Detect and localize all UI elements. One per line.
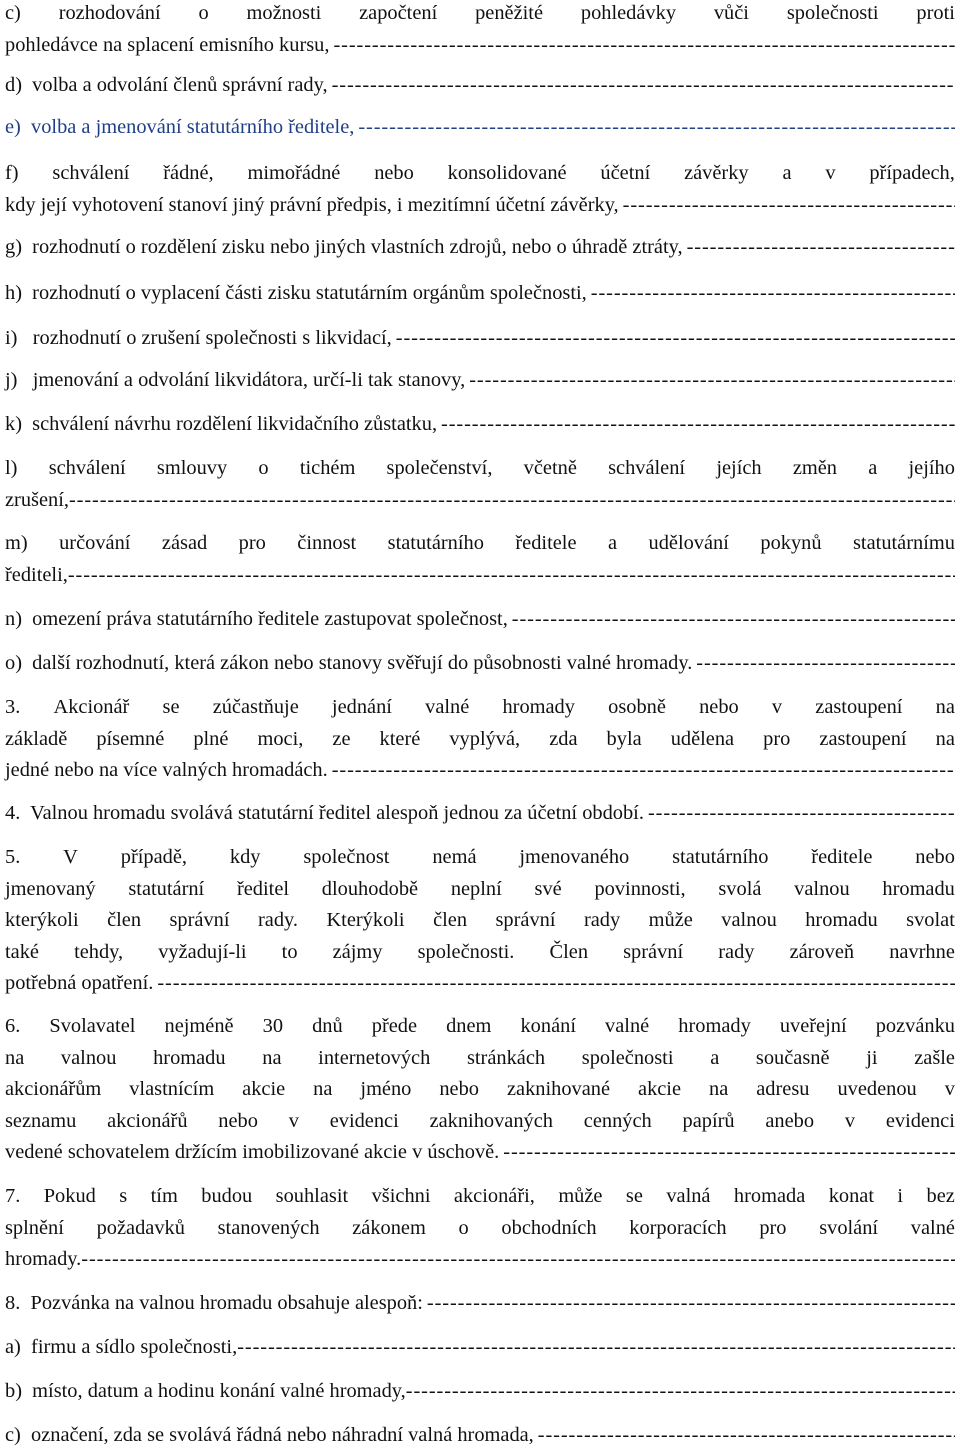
- text-line: [5, 1137, 955, 1169]
- text-word: na: [709, 1078, 729, 1100]
- list-item-p5: [5, 842, 955, 1000]
- text-word: a: [607, 532, 618, 554]
- text-word: v: [825, 162, 836, 184]
- dash-leader: [237, 1332, 955, 1364]
- text-word: tím: [150, 1185, 178, 1207]
- dash-leader: [69, 485, 955, 517]
- text-word: valnou: [721, 909, 777, 931]
- text-word: zúčastňuje: [212, 696, 299, 718]
- text-word: všichni: [371, 1185, 431, 1207]
- text-line: [5, 1011, 955, 1043]
- text-word: akcionářům: [5, 1078, 102, 1100]
- text-word: ji: [866, 1046, 878, 1069]
- text-word: možnosti: [246, 2, 322, 24]
- text-word: i) rozhodnutí o zrušení společnosti s likvidací,: [5, 327, 392, 349]
- text-word: 6.: [5, 1015, 21, 1037]
- text-word: potřebná opatření.: [5, 972, 154, 994]
- text-word: řediteli,: [5, 563, 68, 586]
- dash-leader: [332, 70, 955, 102]
- text-word: seznamu: [5, 1109, 77, 1132]
- dash-leader: [441, 409, 955, 441]
- list-item-a2: [5, 1332, 955, 1364]
- text-line: [5, 190, 955, 222]
- text-word: navrhne: [889, 940, 955, 963]
- text-word: může: [648, 909, 693, 931]
- text-word: proti: [916, 2, 955, 24]
- text-word: pro: [763, 727, 791, 750]
- text-word: hromadu: [882, 877, 955, 900]
- text-line: [5, 842, 955, 874]
- text-word: člen: [107, 909, 142, 931]
- dash-leader: [157, 968, 955, 1000]
- text-word: 5.: [5, 846, 21, 868]
- text-line: [5, 560, 955, 592]
- text-word: statutárnímu: [853, 532, 955, 554]
- text-word: ředitele: [515, 532, 577, 554]
- text-word: o) další rozhodnutí, která zákon nebo stanovy svěřují do působnosti valné hromady.: [5, 652, 693, 674]
- text-word: svolání: [819, 1216, 879, 1239]
- dash-leader: [503, 1137, 955, 1169]
- text-word: společnosti.: [417, 940, 515, 963]
- text-word: kdy: [229, 846, 261, 868]
- dash-leader: [623, 190, 955, 222]
- text-word: ředitel: [236, 877, 290, 900]
- list-item-h: [5, 278, 955, 310]
- text-word: zastoupení: [815, 696, 903, 718]
- dash-leader: [687, 232, 955, 264]
- text-word: na: [262, 1046, 282, 1069]
- text-word: rady: [583, 909, 621, 931]
- text-word: pro: [238, 532, 266, 554]
- text-word: zájmy: [332, 940, 383, 963]
- text-word: schválení: [48, 457, 126, 479]
- text-word: g) rozhodnutí o rozdělení zisku nebo jiných vlastních zdrojů, nebo o úhradě ztráty,: [5, 236, 683, 258]
- text-word: případech,: [869, 162, 955, 184]
- text-word: anebo: [765, 1109, 815, 1132]
- list-item-n: [5, 604, 955, 636]
- text-word: povinnosti,: [594, 877, 686, 900]
- text-word: evidenci: [329, 1109, 399, 1132]
- list-item-b2: [5, 1376, 955, 1408]
- text-word: akcionáři,: [453, 1185, 535, 1207]
- list-item-j: [5, 365, 955, 397]
- list-item-e: [5, 112, 955, 144]
- text-word: vyžadují-li: [158, 940, 247, 963]
- text-word: akcie: [638, 1078, 682, 1100]
- dash-leader: [591, 278, 955, 310]
- text-word: své: [534, 877, 562, 900]
- text-line: [5, 874, 955, 906]
- text-word: jednání: [331, 696, 392, 718]
- text-word: byla: [606, 727, 642, 750]
- text-word: udělování: [648, 532, 729, 554]
- text-word: společnost: [303, 846, 390, 868]
- text-line: [5, 0, 955, 30]
- text-word: k) schválení návrhu rozdělení likvidačního zůstatku,: [5, 413, 438, 435]
- text-word: valné: [910, 1216, 955, 1239]
- text-word: vůči: [713, 2, 749, 24]
- text-word: v: [944, 1078, 955, 1100]
- text-word: nebo: [915, 846, 955, 868]
- text-word: jejího: [908, 457, 955, 479]
- text-word: vlastnícím: [129, 1078, 215, 1100]
- dash-leader: [469, 365, 955, 397]
- text-word: jmenovaný: [5, 877, 96, 900]
- text-word: a) firmu a sídlo společnosti,: [5, 1336, 238, 1358]
- text-word: neplní: [450, 877, 502, 900]
- text-word: zašle: [914, 1046, 955, 1069]
- text-word: správní: [623, 940, 684, 963]
- dash-leader: [648, 798, 955, 830]
- text-word: cenných: [583, 1109, 652, 1132]
- text-line: [5, 232, 955, 264]
- text-line: [5, 648, 955, 680]
- text-word: v: [288, 1109, 299, 1132]
- text-word: uveřejní: [779, 1015, 847, 1037]
- text-line: [5, 937, 955, 969]
- text-word: nejméně: [164, 1015, 234, 1037]
- text-word: e) volba a jmenování statutárního ředitele,: [5, 116, 355, 138]
- list-item-p4: [5, 798, 955, 830]
- text-word: f): [5, 162, 19, 184]
- text-line: [5, 409, 955, 441]
- text-word: určování: [59, 532, 131, 554]
- list-item-f: [5, 158, 955, 221]
- text-word: vedené schovatelem držícím imobilizované akcie v úschově.: [5, 1141, 500, 1163]
- list-item-c1: [5, 0, 955, 61]
- text-line: [5, 905, 955, 937]
- text-word: zastoupení: [819, 727, 907, 750]
- text-word: schválení: [608, 457, 686, 479]
- text-word: hromady.: [5, 1248, 82, 1270]
- list-item-d: [5, 70, 955, 102]
- text-word: souhlasit: [275, 1185, 349, 1207]
- text-line: [5, 485, 955, 517]
- text-line: [5, 755, 955, 787]
- text-line: [5, 968, 955, 1000]
- text-line: [5, 158, 955, 190]
- text-word: 3.: [5, 696, 21, 718]
- text-word: hromady: [678, 1015, 751, 1037]
- dash-leader: [406, 1376, 955, 1408]
- text-line: [5, 798, 955, 830]
- text-word: vyplývá,: [449, 727, 521, 750]
- list-item-c2: [5, 1420, 955, 1452]
- text-word: základě: [5, 727, 68, 750]
- dash-leader: [538, 1420, 955, 1452]
- text-line: [5, 1288, 955, 1320]
- text-word: správní: [495, 909, 556, 931]
- dash-leader: [358, 112, 955, 144]
- text-word: V: [63, 846, 78, 868]
- text-word: a: [782, 162, 792, 184]
- text-word: hromadu: [153, 1046, 226, 1069]
- text-word: o: [198, 2, 209, 24]
- text-word: ředitele: [811, 846, 873, 868]
- list-item-p6: [5, 1011, 955, 1169]
- dash-leader: [332, 755, 955, 787]
- text-word: mimořádné: [247, 162, 341, 184]
- text-word: statutárního: [672, 846, 769, 868]
- text-word: c): [5, 2, 21, 24]
- text-word: valnou: [794, 877, 850, 900]
- text-word: nebo: [699, 696, 739, 718]
- text-word: rady: [718, 940, 755, 963]
- list-item-m: [5, 528, 955, 591]
- text-word: pohledávky: [580, 2, 677, 24]
- text-line: [5, 1376, 955, 1408]
- text-word: moci,: [257, 727, 304, 750]
- text-word: dnů: [312, 1015, 343, 1037]
- text-word: evidenci: [885, 1109, 955, 1132]
- text-word: 8. Pozvánka na valnou hromadu obsahuje alespoň:: [5, 1292, 423, 1314]
- text-word: splnění: [5, 1216, 64, 1239]
- text-word: stránkách: [466, 1046, 546, 1069]
- text-line: [5, 1332, 955, 1364]
- text-line: [5, 453, 955, 485]
- text-word: činnost: [297, 532, 357, 554]
- list-item-p3: [5, 692, 955, 787]
- text-word: člen: [433, 909, 468, 931]
- text-word: stanovených: [217, 1216, 320, 1239]
- text-line: [5, 1181, 955, 1213]
- text-word: pro: [759, 1216, 787, 1239]
- text-word: 7.: [5, 1185, 21, 1207]
- text-word: adresu: [756, 1078, 810, 1100]
- text-word: které: [379, 727, 421, 750]
- text-word: se: [162, 696, 180, 718]
- text-word: dlouhodobě: [321, 877, 419, 900]
- text-word: konsolidované: [447, 162, 567, 184]
- text-word: zaknihované: [506, 1078, 611, 1100]
- text-word: pozvánku: [875, 1015, 955, 1037]
- text-word: dnem: [446, 1015, 492, 1037]
- text-line: [5, 1043, 955, 1075]
- list-item-i: [5, 323, 955, 355]
- text-word: s: [119, 1185, 128, 1207]
- text-word: udělena: [670, 727, 735, 750]
- text-word: zásad: [161, 532, 208, 554]
- text-word: Kterýkoli: [326, 909, 405, 931]
- text-word: pohledávce na splacení emisního kursu,: [5, 33, 330, 56]
- text-word: nebo: [439, 1078, 479, 1100]
- text-word: jejích: [716, 457, 762, 479]
- text-word: pokynů: [760, 532, 822, 554]
- text-word: internetových: [318, 1046, 431, 1069]
- text-word: také: [5, 940, 39, 963]
- dash-leader: [512, 604, 955, 636]
- text-line: [5, 112, 955, 144]
- text-word: c) označení, zda se svolává řádná nebo náhradní valná hromada,: [5, 1424, 534, 1446]
- text-word: a: [868, 457, 878, 479]
- text-word: jmenovaného: [519, 846, 630, 868]
- text-word: ze: [332, 727, 351, 750]
- text-line: [5, 604, 955, 636]
- text-word: v: [844, 1109, 856, 1132]
- text-word: se: [625, 1185, 643, 1207]
- text-word: na: [935, 696, 955, 718]
- text-word: společenství,: [386, 457, 493, 479]
- text-word: rady.: [257, 909, 298, 931]
- text-word: akcie: [242, 1078, 286, 1100]
- text-word: valné: [605, 1015, 650, 1037]
- text-word: Pokud: [43, 1185, 96, 1207]
- text-word: Akcionář: [53, 696, 130, 718]
- text-word: společnosti: [581, 1046, 674, 1069]
- text-word: zároveň: [789, 940, 855, 963]
- text-word: peněžité: [475, 2, 544, 24]
- text-word: valné: [425, 696, 470, 718]
- text-word: uvedenou: [837, 1078, 917, 1100]
- text-line: [5, 365, 955, 397]
- text-word: řádné,: [163, 162, 214, 184]
- text-line: [5, 70, 955, 102]
- text-word: požadavků: [96, 1216, 185, 1239]
- text-word: m): [5, 532, 28, 554]
- text-word: na: [313, 1078, 333, 1100]
- text-word: Svolavatel: [49, 1015, 136, 1037]
- text-word: i: [897, 1185, 904, 1207]
- text-line: [5, 1420, 955, 1452]
- list-item-p8: [5, 1288, 955, 1320]
- text-line: [5, 528, 955, 560]
- dash-leader: [427, 1288, 955, 1320]
- text-word: bez: [926, 1185, 955, 1207]
- list-item-k: [5, 409, 955, 441]
- text-line: [5, 278, 955, 310]
- text-word: konání: [520, 1015, 576, 1037]
- list-item-g: [5, 232, 955, 264]
- text-word: jedné nebo na více valných hromadách.: [5, 759, 328, 781]
- text-word: případě,: [120, 846, 188, 868]
- text-word: změn: [792, 457, 838, 479]
- text-word: na: [5, 1046, 25, 1069]
- dash-leader: [68, 560, 955, 592]
- list-item-p7: [5, 1181, 955, 1276]
- text-word: a: [710, 1046, 720, 1069]
- text-word: obchodních: [501, 1216, 597, 1239]
- text-word: písemné: [96, 727, 165, 750]
- text-line: [5, 323, 955, 355]
- text-line: [5, 1213, 955, 1245]
- text-word: d) volba a odvolání členů správní rady,: [5, 74, 328, 96]
- text-word: zda: [549, 727, 578, 750]
- text-word: budou: [201, 1185, 253, 1207]
- text-word: plné: [193, 727, 229, 750]
- text-word: kdy její vyhotovení stanoví jiný právní předpis, i mezitímní účetní závěrky,: [5, 193, 619, 216]
- text-word: o: [258, 457, 269, 479]
- list-item-o: [5, 648, 955, 680]
- text-word: h) rozhodnutí o vyplacení části zisku statutárním orgánům společnosti,: [5, 282, 587, 304]
- text-word: včetně: [523, 457, 577, 479]
- text-line: [5, 1106, 955, 1138]
- text-word: současně: [755, 1046, 830, 1069]
- text-word: 4. Valnou hromadu svolává statutární ředitel alespoň jednou za účetní období.: [5, 802, 644, 824]
- text-word: přede: [371, 1015, 418, 1037]
- text-word: n) omezení práva statutárního ředitele zastupovat společnost,: [5, 608, 508, 630]
- text-word: 30: [262, 1015, 284, 1037]
- text-word: započtení: [359, 2, 438, 24]
- text-word: nebo: [218, 1109, 258, 1132]
- text-word: akcionářů: [107, 1109, 188, 1132]
- text-word: jméno: [360, 1078, 412, 1100]
- text-word: rozhodování: [58, 2, 161, 24]
- text-word: hromada: [733, 1185, 806, 1207]
- text-word: závěrky: [684, 162, 749, 184]
- text-word: statutární: [128, 877, 205, 900]
- text-word: papírů: [682, 1109, 735, 1132]
- text-word: konat: [828, 1185, 874, 1207]
- text-word: smlouvy: [156, 457, 228, 479]
- text-line: [5, 1074, 955, 1106]
- text-word: valnou: [60, 1046, 117, 1069]
- text-line: [5, 1244, 955, 1276]
- text-word: účetní: [600, 162, 651, 184]
- text-word: statutárního: [387, 532, 484, 554]
- text-word: nebo: [374, 162, 414, 184]
- text-word: korporacích: [629, 1216, 727, 1239]
- list-item-l: [5, 453, 955, 516]
- text-word: může: [558, 1185, 603, 1207]
- text-word: tichém: [299, 457, 356, 479]
- text-word: hromady: [502, 696, 575, 718]
- text-word: zrušení,: [5, 488, 69, 511]
- text-line: [5, 30, 955, 62]
- text-word: svolat: [906, 909, 955, 931]
- text-word: nemá: [432, 846, 477, 868]
- text-word: b) místo, datum a hodinu konání valné hromady,: [5, 1380, 406, 1402]
- dash-leader: [696, 648, 955, 680]
- text-word: hromadu: [805, 909, 878, 931]
- text-word: valná: [666, 1185, 711, 1207]
- text-word: to: [281, 940, 298, 963]
- text-word: tehdy,: [74, 940, 124, 963]
- text-word: kterýkoli: [5, 909, 79, 931]
- text-word: osobně: [608, 696, 666, 718]
- text-word: o: [458, 1216, 469, 1239]
- text-word: schválení: [52, 162, 130, 184]
- text-word: v: [771, 696, 783, 718]
- text-word: na: [935, 727, 955, 750]
- dash-leader: [333, 30, 955, 62]
- text-word: správní: [169, 909, 230, 931]
- text-word: Člen: [549, 940, 589, 963]
- text-word: zákonem: [352, 1216, 426, 1239]
- text-word: l): [5, 457, 18, 479]
- text-line: [5, 724, 955, 756]
- text-word: j) jmenování a odvolání likvidátora, určí-li tak stanovy,: [5, 369, 466, 391]
- text-line: [5, 692, 955, 724]
- dash-leader: [81, 1244, 955, 1276]
- text-word: společnosti: [786, 2, 879, 24]
- dash-leader: [396, 323, 955, 355]
- text-word: svolá: [718, 877, 762, 900]
- text-word: zaknihovaných: [429, 1109, 553, 1132]
